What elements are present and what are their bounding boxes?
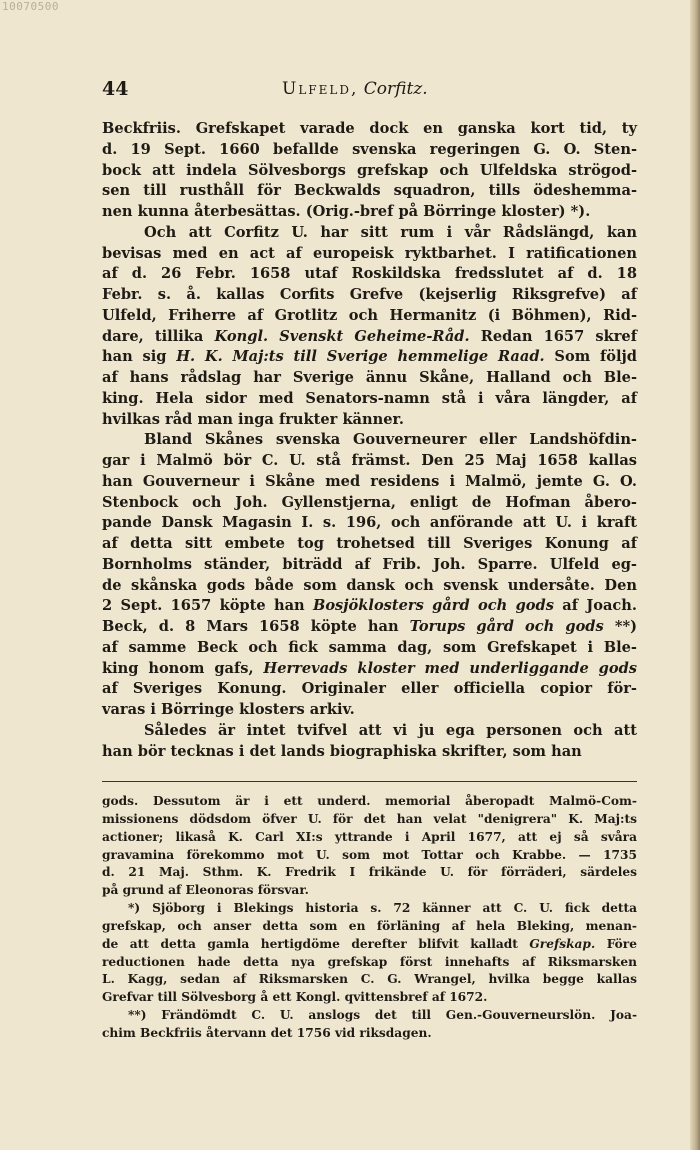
footnote-line: d. 21 Maj. Sthm. K. Fredrik I frikände U. för förräderi, särdeles [102, 865, 637, 880]
text-line: af samme Beck och fick samma dag, som Grefskapet i Ble- [102, 638, 637, 656]
text-line: Beckfriis. Grefskapet varade dock en ganska kort tid, ty [102, 120, 637, 137]
text-line: Stenbock och Joh. Gyllenstjerna, enligt de Hofman åbero- [102, 493, 637, 511]
italic-phrase: H. K. Maj:ts till Sverige hemmelige Raad. [176, 348, 545, 366]
footnote-line: **) Frändömdt C. U. anslogs det till Gen.-Gouverneurslön. Joa- [128, 1008, 637, 1023]
text-line: bock att indela Sölvesborgs grefskap och Ulfeldska strögod- [102, 161, 637, 179]
text-line: Således är intet tvifvel att vi ju ega personen och att [144, 721, 637, 739]
text-line: bevisas med en act af europeisk ryktbarhet. I ratificationen [102, 244, 637, 262]
text-line [102, 659, 637, 680]
text-line: hvilkas råd man inga frukter känner. [102, 410, 404, 428]
text-line: king. Hela sidor med Senators-namn stå i våra längder, af [102, 389, 637, 407]
text-run: de att detta gamla hertigdöme derefter blifvit kalladt [102, 936, 530, 951]
footnote-separator [102, 781, 637, 782]
footnote-line: actioner; likaså K. Carl XI:s yttrande i April 1677, att ej så svåra [102, 829, 637, 844]
catalog-stamp: 10070500 [2, 0, 59, 13]
footnote-line: chim Beckfriis återvann det 1756 vid riksdagen. [102, 1025, 432, 1040]
text-line: af detta sitt embete tog trohetsed till Sveriges Konung af [102, 535, 637, 552]
text-line: Bland Skånes svenska Gouverneurer eller Landshöfdin- [144, 431, 637, 449]
text-line [102, 617, 637, 638]
running-title [282, 79, 428, 99]
text-line: han Gouverneur i Skåne med residens i Malmö, jemte G. O. [102, 472, 637, 490]
footnote-line: L. Kagg, sedan af Riksmarsken C. G. Wrangel, hvilka begge kallas [102, 972, 637, 987]
italic-phrase: Herrevads kloster med underliggande gods [263, 659, 638, 677]
text-line [102, 347, 637, 368]
text-run: 2 Sept. 1657 köpte han [102, 597, 313, 615]
main-text [102, 119, 637, 762]
footnote-line: gods. Dessutom är i ett underd. memorial åberopadt Malmö-Com- [102, 794, 637, 808]
footnote-line: reductionen hade detta nya grefskap först innehafts af Riksmarsken [102, 954, 637, 969]
text-line: af hans rådslag har Sverige ännu Skåne, Halland och Ble- [102, 369, 637, 386]
footnote-line: på grund af Eleonoras försvar. [102, 883, 309, 898]
running-title-given-name: Corfitz. [363, 79, 428, 99]
footnote-line: gravamina förekommo mot U. som mot Tottar och Krabbe. — 1735 [102, 847, 637, 862]
text-line: d. 19 Sept. 1660 befallde svenska regeringen G. O. Sten- [102, 140, 637, 158]
running-title-surname: Ulfeld, [282, 79, 359, 99]
text-run: king honom gafs, [102, 659, 264, 677]
text-line: de skånska gods både som dansk och svensk undersåte. Den [102, 576, 637, 594]
text-line: pande Dansk Magasin I. s. 196, och anförande att U. i kraft [102, 514, 637, 532]
text-run: Beck, d. 8 Mars 1658 köpte han [102, 618, 410, 635]
italic-phrase: Bosjöklosters gård och gods [312, 597, 554, 615]
text-line: varas i Börringe klosters arkiv. [102, 701, 355, 718]
text-line: han bör tecknas i det lands biographiska skrifter, som han [102, 742, 582, 760]
text-run: Som följd [544, 348, 637, 366]
italic-phrase: Torups gård och gods [409, 618, 604, 635]
text-line [102, 327, 637, 348]
italic-phrase: Kongl. Svenskt Geheime-Råd. [214, 327, 470, 345]
footnote-line: grefskap, och anser detta som en förläning af hela Bleking, menan- [102, 918, 637, 933]
italic-phrase: Grefskap. [529, 936, 596, 951]
text-line: sen till rusthåll för Beckwalds squadron, tills ödeshemma- [102, 182, 637, 200]
page-header [102, 78, 642, 102]
page-edge [690, 0, 700, 1150]
text-line: nen kunna återbesättas. (Orig.-bref på Börringe kloster) *). [102, 203, 591, 220]
text-line: Och att Corfitz U. har sitt rum i vår Rådslängd, kan [144, 223, 637, 241]
text-run: Redan 1657 skref [469, 327, 637, 345]
text-run: dare, tillika [102, 327, 215, 345]
text-line: af Sveriges Konung. Originaler eller officiella copior för- [102, 680, 637, 698]
text-run: af Joach. [553, 597, 637, 615]
footnote-line [102, 936, 637, 954]
page-number: 44 [102, 78, 129, 100]
text-line: gar i Malmö bör C. U. stå främst. Den 25 Maj 1658 kallas [102, 452, 637, 469]
footnote-line: missionens dödsdom öfver U. för det han velat "denigrera" K. Maj:ts [102, 811, 637, 826]
text-line [102, 596, 637, 617]
footnotes [102, 793, 637, 1043]
text-line: Ulfeld, Friherre af Grotlitz och Hermanitz (i Böhmen), Rid- [102, 306, 637, 324]
text-run: Före [595, 936, 637, 951]
text-line: Febr. s. å. kallas Corfits Grefve (kejserlig Riksgrefve) af [102, 286, 637, 303]
footnote-line: Grefvar till Sölvesborg å ett Kongl. qvittensbref af 1672. [102, 990, 488, 1005]
text-line: af d. 26 Febr. 1658 utaf Roskildska fredsslutet af d. 18 [102, 265, 637, 283]
footnote-line: *) Sjöborg i Blekings historia s. 72 känner att C. U. fick detta [128, 901, 637, 916]
text-run: **) [603, 618, 637, 635]
text-run: han sig [102, 348, 177, 366]
text-line: Bornholms ständer, biträdd af Frib. Joh. Sparre. Ulfeld eg- [102, 555, 637, 573]
